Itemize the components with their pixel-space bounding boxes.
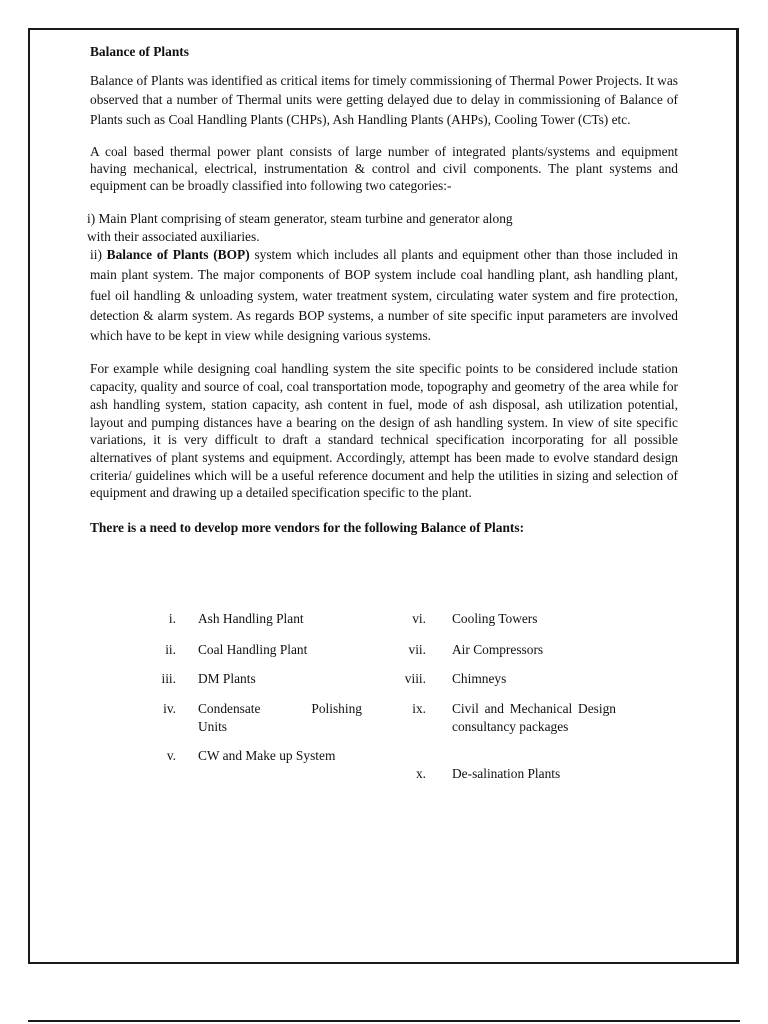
category-bop-title: Balance of Plants (BOP) xyxy=(106,246,250,262)
list-item-label: CW and Make up System xyxy=(198,748,336,763)
list-item-label: Condensate Polishing Units xyxy=(198,701,362,734)
list-item-label: Cooling Towers xyxy=(452,611,538,626)
paragraph-intro: Balance of Plants was identified as critical items for timely commissioning of Thermal Power Projects. It was observed that a number of Thermal units were getting delayed due to delay in commissioning of Balance of Plants such as Coal Handling Plants (CHPs), Ash Handling Plants (AHPs), Cooling Tower (CTs) etc. xyxy=(90,72,678,127)
list-item-label: De-salination Plants xyxy=(452,766,561,781)
category-main-plant xyxy=(87,210,678,245)
list-item-number: i. xyxy=(168,611,176,626)
list-item-label: Air Compressors xyxy=(452,642,544,657)
category-main-plant-line1: i) Main Plant comprising of steam generator, steam turbine and generator along xyxy=(87,211,513,227)
list-item-number: iii. xyxy=(161,671,176,686)
list-item-label: DM Plants xyxy=(198,671,256,686)
list-item-label: Ash Handling Plant xyxy=(198,611,304,626)
list-item-number: ix. xyxy=(412,701,426,716)
list-item-number: vii. xyxy=(408,642,426,657)
footer-rule xyxy=(28,1020,740,1022)
list-item-number: viii. xyxy=(404,671,426,686)
list-item-number: ii. xyxy=(165,642,176,657)
category-bop-text: system which includes all plants and equipment other than those included in main plant system. The major components of BOP system include coal handling plant, ash handling plant, fuel oil handling & unloading system, water treatment system, circulating water system and fire protection, detection & alarm system. As regards BOP systems, a number of site specific input parameters are involved which have to be kept in view while designing various systems. xyxy=(90,246,679,344)
paragraph-plant-overview: A coal based thermal power plant consists of large number of integrated plants/systems and equipment having mechanical, electrical, instrumentation & control and civil components. The plant systems and equipment can be broadly classified into following two categories:- xyxy=(90,144,678,194)
list-item-label: Civil and Mechanical Design consultancy packages xyxy=(452,701,616,734)
category-bop xyxy=(90,245,678,346)
list-item-number: vi. xyxy=(412,611,426,626)
list-item-label: Chimneys xyxy=(452,671,507,686)
document-body xyxy=(87,43,679,537)
vendor-list-heading: There is a need to develop more vendors for the following Balance of Plants: xyxy=(90,520,525,536)
paragraph-example: For example while designing coal handling system the site specific points to be considered include station capacity, quality and source of coal, coal transportation mode, topography and geometry of the area while for ash handling system, station capacity, ash content in fuel, mode of ash disposal, ash utilization potential, layout and pumping distances have a bearing on the design of ash handling system. In view of site specific variations, it is very difficult to draft a standard technical specification incorporating for all possible alternatives of plant systems and equipment. Accordingly, attempt has been made to evolve standard design criteria/ guidelines which will be a useful reference document and help the utilities in sizing and selection of equipment and drawing up a detailed specification specific to the plant. xyxy=(90,361,678,501)
list-item-number: x. xyxy=(415,766,426,781)
category-bop-prefix: ii) xyxy=(90,246,107,262)
list-item-number: v. xyxy=(166,748,176,763)
section-heading: Balance of Plants xyxy=(90,44,189,59)
category-main-plant-line2: with their associated auxiliaries. xyxy=(87,228,260,244)
list-item-number: iv. xyxy=(163,701,176,716)
list-item-label: Coal Handling Plant xyxy=(198,642,308,657)
